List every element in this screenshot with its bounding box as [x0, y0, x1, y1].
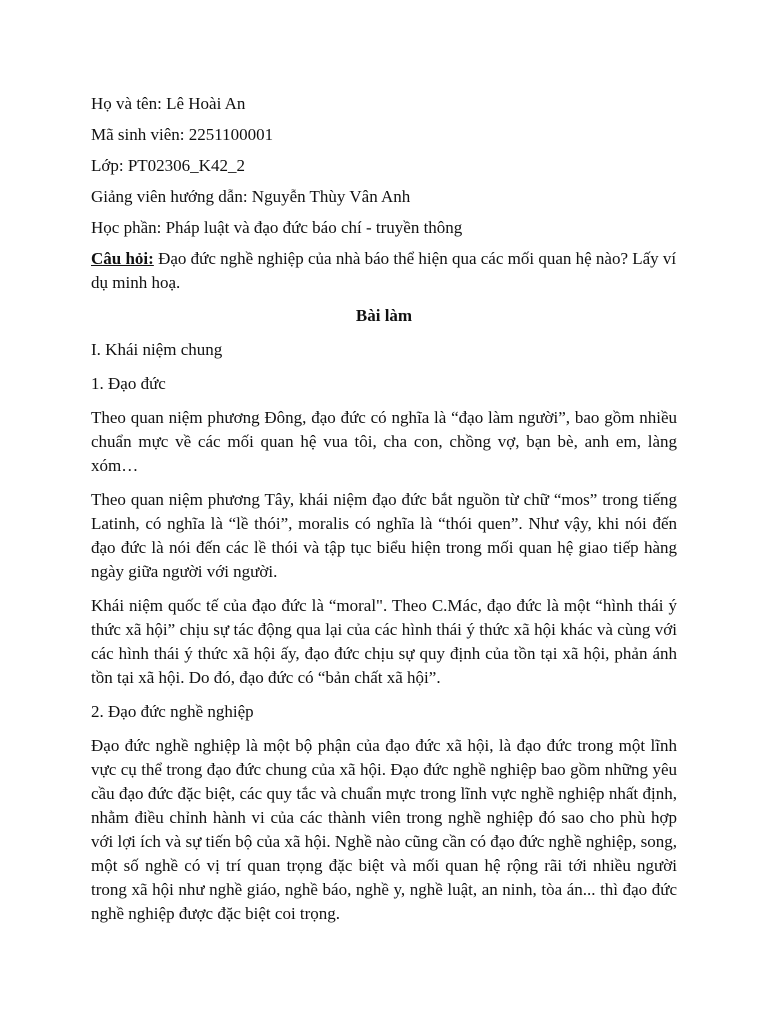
body-paragraph: Theo quan niệm phương Đông, đạo đức có nghĩa là “đạo làm người”, bao gồm nhiều chuẩn mực về các mối quan hệ vua tôi, cha con, chồng vợ, bạn bè, anh em, làng xóm…	[91, 408, 677, 475]
student-id-line: Mã sinh viên: 2251100001	[91, 125, 274, 144]
class-line: Lớp: PT02306_K42_2	[91, 156, 245, 175]
body-paragraph: Theo quan niệm phương Tây, khái niệm đạo đức bắt nguồn từ chữ “mos” trong tiếng Latinh, có nghĩa là “lề thói”, moralis có nghĩa là “thói quen”. Như vậy, khi nói đến đạo đức là nói đến các lề thói và tập tục biểu hiện trong mối quan hệ giao tiếp hàng ngày giữa người với người.	[91, 490, 677, 581]
subsection-heading: 2. Đạo đức nghề nghiệp	[91, 702, 254, 721]
question-paragraph	[91, 247, 677, 295]
course-line: Học phần: Pháp luật và đạo đức báo chí - truyền thông	[91, 218, 463, 237]
subsection-heading: 1. Đạo đức	[91, 374, 166, 393]
body-paragraph: Khái niệm quốc tế của đạo đức là “moral". Theo C.Mác, đạo đức là một “hình thái ý thức xã hội” chịu sự tác động qua lại của các hình thái ý thức xã hội khác và cùng với các hình thái ý thức xã hội ấy, đạo đức chịu sự quy định của tồn tại xã hội, phản ánh tồn tại xã hội. Do đó, đạo đức có “bản chất xã hội”.	[91, 596, 677, 687]
section-heading: I. Khái niệm chung	[91, 340, 223, 359]
question-text: Đạo đức nghề nghiệp của nhà báo thể hiện qua các mối quan hệ nào? Lấy ví dụ minh hoạ.	[91, 249, 677, 292]
body-paragraph: Đạo đức nghề nghiệp là một bộ phận của đạo đức xã hội, là đạo đức trong một lĩnh vực cụ thể trong đạo đức chung của xã hội. Đạo đức nghề nghiệp bao gồm những yêu cầu đạo đức đặc biệt, các quy tắc và chuẩn mực trong lĩnh vực nghề nghiệp nhất định, nhằm điều chỉnh hành vi của các thành viên trong nghề nghiệp đó sao cho phù hợp với lợi ích và sự tiến bộ của xã hội. Nghề nào cũng cần có đạo đức nghề nghiệp, song, một số nghề có vị trí quan trọng đặc biệt và mối quan hệ rộng rãi tới nhiều người trong xã hội như nghề giáo, nghề báo, nghề y, nghề luật, an ninh, tòa án... thì đạo đức nghề nghiệp được đặc biệt coi trọng.	[91, 736, 677, 923]
instructor-line: Giảng viên hướng dẫn: Nguyễn Thùy Vân Anh	[91, 187, 411, 206]
answer-title: Bài làm	[355, 306, 413, 325]
question-label: Câu hỏi:	[91, 249, 154, 268]
student-name-line: Họ và tên: Lê Hoài An	[91, 94, 246, 113]
